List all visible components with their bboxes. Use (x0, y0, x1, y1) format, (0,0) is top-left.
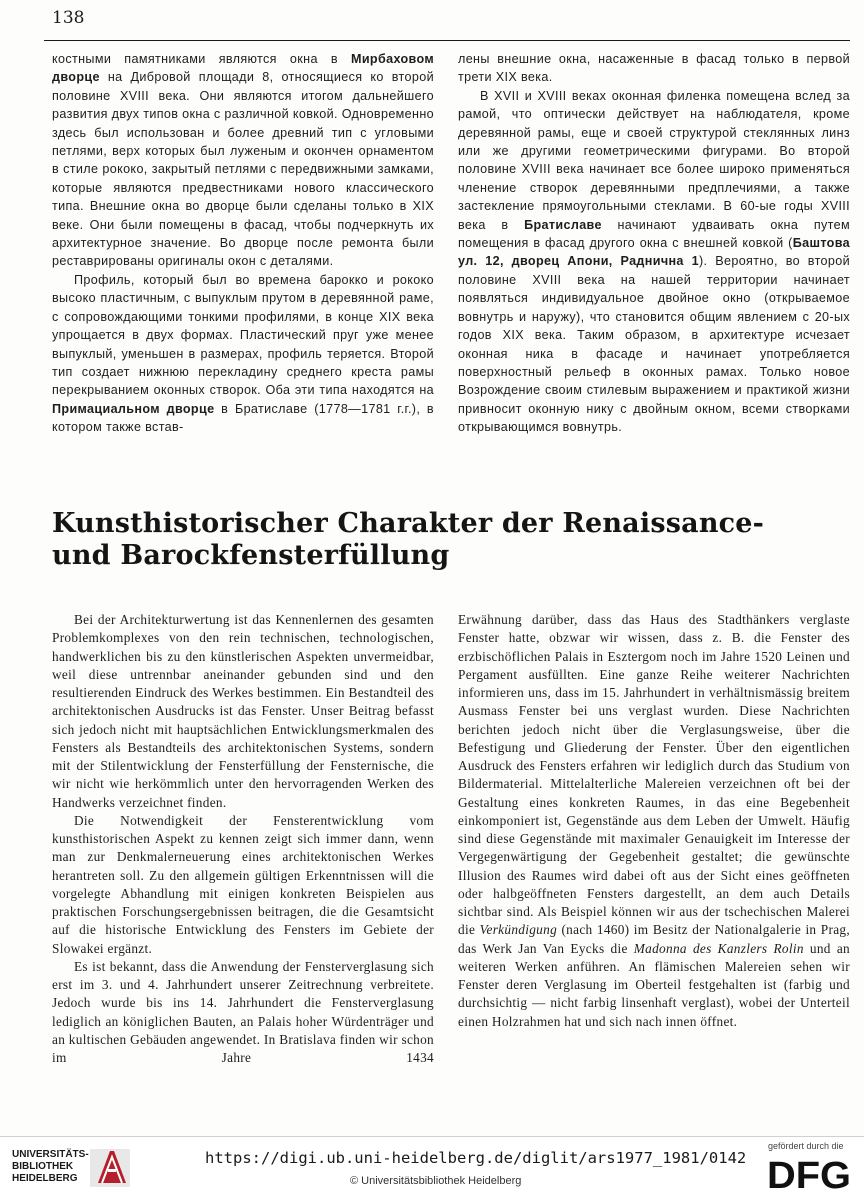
russian-right-paragraph: лены внешние окна, насаженные в фасад только в первой трети XIX века. (458, 52, 850, 85)
russian-right-column (458, 50, 850, 437)
german-left-paragraph: Die Notwendigkeit der Fensterentwicklung vom kunsthistorischen Aspekt zu kennen zeigt sich immer dann, wenn man zur Denkmalerneuerung eines architektonischen Werkes herantreten soll. Zu den allgemein gültigen Erkenntnissen will die vorgelegte Abhandlung mit einigen konkreten Beispielen aus praktischen Forschungsergebnissen beitragen, die die Gesamtsicht auf die historische Entwicklung des Fensters im Gebiete der Slowakei ergänzt. (52, 812, 434, 956)
svg-text:DFG: DFG (767, 1155, 851, 1193)
university-seal-icon (84, 1143, 140, 1191)
russian-left-paragraph: Профиль, который был во времена барокко и рококо высоко пластичным, с выпуклым прутом в деревянной раме, с сопровождающими тонкими профилями, в конце XIX века упрощается в двух формах. Пластический пруг уже менее выпуклый, уменьшен в размерах, профиль теряется. Второй тип создает нижнюю перекладину среднего креста рамы перекрыванием оконных створок. Оба эти типа находятся на Примациальном дворце в Братиславе (1778—1781 г.г.), в котором также встав- (52, 272, 434, 435)
funding-note: gefördert durch die (768, 1141, 844, 1151)
russian-left-column (52, 50, 434, 437)
russian-left-paragraph: костными памятниками являются окна в Мирбаховом дворце на Дибровой площади 8, относящиеся ко второй половине XVIII века. Они являются итогом дальнейшего развития двух типов окна с различной ковкой. Одновременно здесь был использован и более древний тип с угловыми петлями, верх которых был луженым и окончен орнаментом в стиле рококо, закрытый петлями с передвижными замками, которые являются предвестниками нового классического типа. Внешние окна во дворце были сделаны только в XIX веке. Они были помещены в фасад, чтобы подчеркнуть их архитектурное значение. Во дворце после ремонта были реставрированы оригиналы окон с деталями. (52, 52, 434, 269)
university-library-name: UNIVERSITÄTS- BIBLIOTHEK HEIDELBERG (12, 1149, 89, 1184)
dfg-logo-icon (765, 1153, 855, 1193)
german-right-column (458, 611, 850, 1031)
section-heading: Kunsthistorischer Charakter der Renaissance- und Barockfensterfüllung (52, 508, 765, 571)
header-rule (44, 40, 850, 41)
german-left-paragraph: Es ist bekannt, dass die Anwendung der Fensterverglasung sich erst im 3. und 4. Jahrhundert unserer Zeitrechnung verbreitete. Jedoch wurde bis ins 14. Jahrhundert die Fensterverglasung lediglich an königlichen Bauten, an Palais hoher Würdenträger und an kultischen Gebäuden angewendet. In Bratislava finden wir schon im Jahre 1434 (52, 958, 434, 1065)
german-right-paragraph: Erwähnung darüber, dass das Haus des Stadthänkers verglaste Fenster hatte, obzwar wir wissen, dass z. B. die Fenster des erzbischöflichen Palais in Esztergom noch im Jahre 1520 Leinen und Pergament ausfüllten. Eine ganze Reihe weiterer Nachrichten informieren uns, dass im 15. Jahrhundert in verhältnismässig breitem Ausmass Fenster bei uns verglast wurden. Diese Nachrichten berichten jedoch nicht über die Verglasungsweise, über die Befestigung und Gliederung der Fenster. Über den eigentlichen Ausdruck des Fensters erfahren wir lediglich durch das Studium von Bildermaterial. Mittelalterliche Malereien verzeichnen oft bei der Gestaltung eines konkreten Raumes, in das eine Begebenheit einkomponiert ist, Gegenstände aus dem Leben der Umwelt. Häufig sind diese Gegenstände mit maximaler Genauigkeit im Interesse der Vergegenwärtigung der Gegebenheit gestaltet; die gewünschte Illusion des Raumes wird dabei oft aus der Sicht eines geöffneten oder halbgeöffneten Fensters dargestellt, an dem auch Details sichtbar sind. Als Beispiel können wir aus der tschechischen Malerei die Verkündigung (nach 1460) im Besitz der Nationalgalerie in Prag, das Werk Jan Van Eycks die Madonna des Kanzlers Rolin und an weiteren Werken anführen. An flämischen Malereien sehen wir Fenster deren Verglasung im Oberteil festgehalten ist (farbig und durchsichtig — nicht farbig linsenhaft verglast), wobei der Unterteil einen Holzrahmen hat und sich nach innen öffnet. (458, 612, 850, 1029)
page-number: 138 (52, 8, 85, 28)
digitization-footer (0, 1136, 864, 1197)
document-url-link[interactable]: https://digi.ub.uni-heidelberg.de/diglit/ars1977_1981/0142 (205, 1149, 747, 1167)
german-left-paragraph: Bei der Architekturwertung ist das Kennenlernen des gesamten Problemkomplexes von den rein technischen, technologischen, handwerklichen bis zu den künstlerischen Aspekten unvermeidbar, weil diese untrennbar aneinander gebunden sind und den resultierenden Eindruck des Werkes bestimmen. Ein Bestandteil des architektonischen Ausdrucks ist das Fenster. Unser Beitrag befasst sich jedoch nicht mit hauptsächlichen Entwicklungsmerkmalen des Fensters als Bestandteils des architektonischen Systems, sondern mit der Stilentwicklung der Fensterfüllung der Fensternische, die wir nicht wie herkömmlich unter den hervorragenden Werken des Handwerks verzeichnet finden. (52, 612, 434, 810)
russian-right-paragraph: В XVII и XVIII веках оконная филенка помещена вслед за рамой, что оптически действует на наблюдателя, кроме деревянной рамы, еще и своей структурой стеклянных линз или же другими геометрическими фигурами. Во второй половине XVIII века начинает все более широко применяться членение створок деревянными предплечиями, а также застекление прямоугольными стеклами. В 60-ые годы XVIII века в Братиславе начинают удваивать окна путем помещения в фасад другого окна с внешней ковкой (Баштова ул. 12, дворец Апони, Раднична 1). Вероятно, во второй половине XVIII века на нашей территории начинает появляться индивидуальное двойное окно (открываемое вовнутрь и наружу), что становится общим явлением с 20-ых годов XIX века. Таким образом, в архитектуре исчезает оконная ника в фасаде и начинает употребляется поверхностный рельеф в оконных рамах. Только новое Возрождение своим стилевым выражением и практикой жизни привносит оконную нику с двойным окном, всеми створками открывающимся вовнутрь. (458, 88, 851, 435)
copyright-notice: © Universitätsbibliothek Heidelberg (350, 1175, 522, 1187)
german-left-column (52, 611, 434, 1067)
